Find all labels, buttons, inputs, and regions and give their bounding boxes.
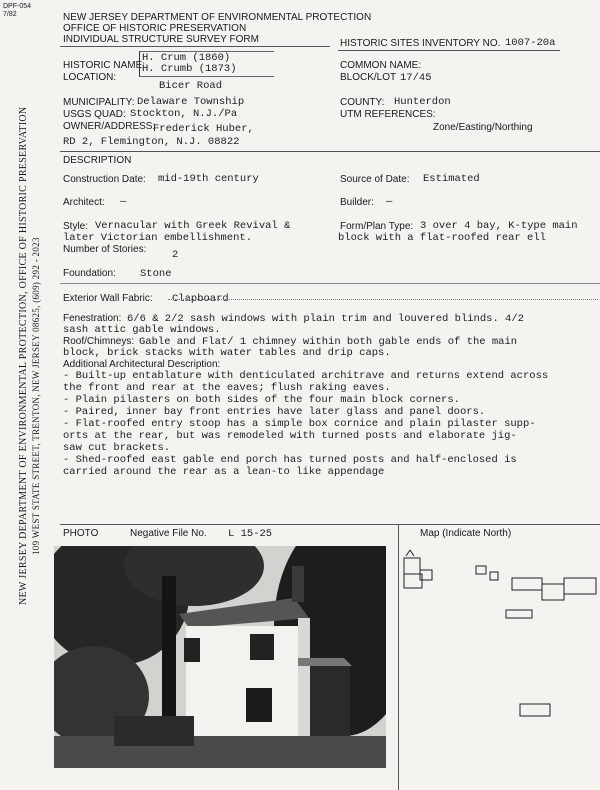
- usgs-value: Stockton, N.J./Pa: [130, 108, 238, 120]
- header-line3: INDIVIDUAL STRUCTURE SURVEY FORM: [63, 34, 259, 45]
- map-shed: [520, 704, 550, 716]
- style-value-2: later Victorian embellishment.: [63, 232, 253, 244]
- north-arrow-icon: [406, 550, 414, 556]
- stories-value: 2: [172, 249, 179, 261]
- photo-label: PHOTO: [63, 528, 99, 539]
- house-photo: [54, 546, 386, 768]
- usgs-label: USGS QUAD:: [63, 109, 126, 120]
- side-agency-text: NEW JERSEY DEPARTMENT OF ENVIRONMENTAL PROTECTION, OFFICE OF HISTORIC PRESERVATION: [18, 106, 29, 605]
- house-wall: [186, 626, 298, 736]
- municipality-label: MUNICIPALITY:: [63, 97, 135, 108]
- additional-line: the front and rear at the eaves; flush raking eaves.: [63, 382, 391, 394]
- wall-fabric-dots: [168, 299, 598, 300]
- divider-foundation: [60, 283, 600, 284]
- negative-file-label: Negative File No.: [130, 528, 207, 539]
- additional-description-label: Additional Architectural Description:: [63, 359, 221, 370]
- divider-photo: [60, 524, 600, 525]
- window-lower-right: [246, 688, 272, 722]
- architect-value: —: [120, 196, 127, 208]
- location-value: Bicer Road: [159, 80, 223, 92]
- additional-description-list: [63, 370, 598, 478]
- form-plan-label: Form/Plan Type:: [340, 221, 414, 232]
- divider-description: [60, 151, 600, 152]
- location-label: LOCATION:: [63, 72, 117, 83]
- style-label: Style:: [63, 221, 89, 232]
- utm-sub-label: Zone/Easting/Northing: [433, 122, 533, 133]
- owner-value-1: Frederick Huber,: [153, 123, 254, 135]
- architect-label: Architect:: [63, 197, 105, 208]
- description-heading: DESCRIPTION: [63, 155, 132, 166]
- fenestration-value-1: 6/6 & 2/2 sash windows with plain trim and louvered blinds. 4/2: [127, 313, 524, 325]
- owner-value-2: RD 2, Flemington, N.J. 08822: [63, 136, 240, 148]
- additional-line: saw cut brackets.: [63, 442, 171, 454]
- foundation-label: Foundation:: [63, 268, 116, 279]
- window-upper-right: [250, 634, 274, 660]
- roof-chimneys-label: Roof/Chimneys:: [63, 336, 135, 347]
- historic-name-value-2: H. Crumb (1873): [142, 63, 237, 75]
- fenestration-value-2: sash attic gable windows.: [63, 324, 221, 336]
- block-lot-value: 17/45: [400, 72, 432, 84]
- county-label: COUNTY:: [340, 97, 385, 108]
- inventory-value: 1007-20a: [505, 37, 556, 49]
- additional-line: - Built-up entablature with denticulated architrave and returns extend across: [63, 370, 549, 382]
- construction-label: Construction Date:: [63, 174, 146, 185]
- map-house: [404, 558, 420, 574]
- form-plan-value-1: 3 over 4 bay, K-type main: [420, 220, 578, 232]
- additional-line: - Flat-roofed entry stoop has a simple box cornice and plain pilaster supp-: [63, 418, 536, 430]
- form-id: [3, 3, 31, 19]
- additional-line: - Shed-roofed east gable end porch has turned posts and half-enclosed is: [63, 454, 517, 466]
- roof-chimneys-value-1: Gable and Flat/ 1 chimney within both gable ends of the main: [139, 336, 518, 348]
- construction-value: mid-19th century: [158, 173, 259, 185]
- stories-label: Number of Stories:: [63, 244, 147, 255]
- header-line2: OFFICE OF HISTORIC PRESERVATION: [63, 23, 247, 34]
- fenestration-label: Fenestration:: [63, 313, 122, 324]
- form-plan-value-2: block with a flat-roofed rear ell: [338, 232, 546, 244]
- municipality-value: Delaware Township: [137, 96, 245, 108]
- form-date: 7/82: [3, 11, 17, 18]
- photo-map-divider: [398, 524, 399, 790]
- header-line1: NEW JERSEY DEPARTMENT OF ENVIRONMENTAL PROTECTION: [63, 12, 372, 23]
- header-underline: [60, 46, 330, 47]
- historic-name-value-1: H. Crum (1860): [142, 52, 231, 64]
- side-address-text: 109 WEST STATE STREET, TRENTON, NEW JERSEY 08625, (609) 292 - 2023: [31, 237, 41, 555]
- historic-name-label: HISTORIC NAME:: [63, 60, 146, 71]
- source-value: Estimated: [423, 173, 480, 185]
- source-label: Source of Date:: [340, 174, 410, 185]
- site-map-sketch: [400, 548, 598, 738]
- additional-line: carried around the rear as a lean-to like appendage: [63, 466, 385, 478]
- block-lot-label: BLOCK/LOT: [340, 72, 397, 83]
- owner-label: OWNER/ADDRESS:: [63, 121, 156, 132]
- common-name-label: COMMON NAME:: [340, 60, 422, 71]
- form-number: DPF-054: [3, 3, 32, 10]
- foundation-value: Stone: [140, 268, 172, 280]
- map-label: Map (Indicate North): [420, 528, 512, 539]
- map-outbuilding: [476, 566, 486, 574]
- wall-fabric-value: Clapboard: [172, 293, 229, 305]
- additional-line: orts at the rear, but was remodeled with turned posts and elaborate jig-: [63, 430, 517, 442]
- additional-line: - Paired, inner bay front entries have later glass and panel doors.: [63, 406, 486, 418]
- inventory-underline: [338, 50, 560, 51]
- inventory-label: HISTORIC SITES INVENTORY NO.: [340, 38, 501, 49]
- builder-label: Builder:: [340, 197, 374, 208]
- porch: [310, 666, 350, 736]
- builder-value: —: [386, 196, 393, 208]
- window-upper-left: [184, 638, 200, 662]
- historic-name-bracket: [139, 51, 274, 77]
- roof-chimneys-value-2: block, brick stacks with water tables and drip caps.: [63, 347, 391, 359]
- county-value: Hunterdon: [394, 96, 451, 108]
- map-barn: [512, 578, 542, 590]
- lawn: [54, 736, 386, 768]
- wall-fabric-label: Exterior Wall Fabric:: [63, 293, 153, 304]
- style-value-1: Vernacular with Greek Revival &: [95, 220, 291, 232]
- utm-label: UTM REFERENCES:: [340, 109, 436, 120]
- additional-line: - Plain pilasters on both sides of the four main block corners.: [63, 394, 460, 406]
- house-chimney: [292, 566, 304, 602]
- negative-file-value: L 15-25: [228, 528, 273, 540]
